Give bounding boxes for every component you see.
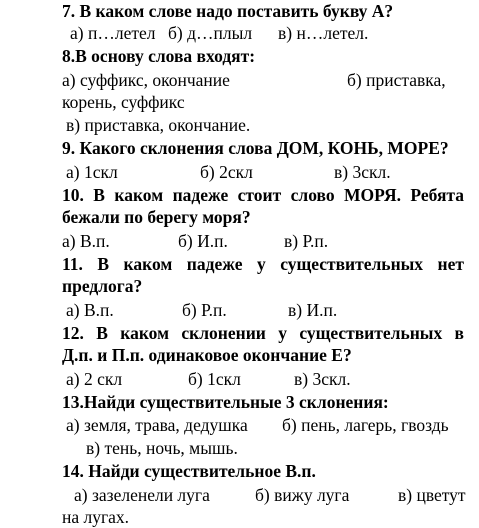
question-11-option-b: б) Р.п. (182, 300, 227, 320)
question-13-option-a: а) земля, трава, дедушка (66, 415, 248, 435)
question-13-option-c: в) тень, ночь, мышь. (86, 438, 238, 458)
question-10-title-line-2: бежали по берегу моря? (62, 207, 251, 227)
question-12-option-c: в) 3скл. (294, 369, 351, 389)
question-10-title-line-1: 10. В каком падеже стоит слово МОРЯ. Ребята (62, 185, 464, 205)
question-9-title: 9. Какого склонения слова ДОМ, КОНЬ, МОРЕ? (62, 138, 449, 158)
question-11-options (66, 299, 337, 321)
question-14-options-row (74, 484, 466, 506)
question-14-option-c-continued: на лугах. (62, 507, 130, 527)
question-9-option-b: б) 2скл (200, 162, 253, 182)
question-13-options-row (66, 414, 449, 436)
question-14-option-c: в) цветут (398, 485, 466, 505)
question-7-option-b: б) д…плыл (168, 23, 253, 43)
question-12-options (66, 368, 351, 390)
question-13-title: 13.Найди существительные 3 склонения: (62, 392, 389, 412)
question-12-option-b: б) 1скл (188, 369, 241, 389)
question-9-options (66, 161, 391, 183)
question-8-options-row (62, 69, 446, 91)
question-12-title-line-1: 12. В каком склонении у существительных в (62, 323, 464, 343)
question-8-option-b: б) приставка, (347, 70, 446, 90)
question-14-title: 14. Найди существительное В.п. (62, 461, 316, 481)
question-14-option-a: а) зазеленели луга (74, 485, 210, 505)
question-8-title: 8.В основу слова входят: (62, 46, 256, 66)
question-13-option-b: б) пень, лагерь, гвоздь (282, 415, 449, 435)
question-8-option-b-continued: корень, суффикс (62, 92, 185, 112)
question-11-title-line-2: предлога? (62, 276, 143, 296)
question-8-option-c: в) приставка, окончание. (66, 115, 251, 135)
question-14-option-b: б) вижу луга (255, 485, 350, 505)
question-10-option-c: в) Р.п. (284, 231, 329, 251)
question-8-option-a: а) суффикс, окончание (62, 70, 230, 90)
question-11-title-line-1: 11. В каком падеже у существительных нет (62, 254, 464, 274)
question-9-option-a: а) 1скл (66, 162, 118, 182)
question-12-option-a: а) 2 скл (66, 369, 123, 389)
question-11-option-c: в) И.п. (288, 300, 338, 320)
question-11-option-a: а) В.п. (66, 300, 114, 320)
question-7-option-a: а) п…летел (70, 23, 156, 43)
question-10-option-b: б) И.п. (178, 231, 228, 251)
question-7-option-c: в) н…летел. (278, 23, 369, 43)
question-7-title: 7. В каком слове надо поставить букву А? (62, 1, 394, 21)
question-9-option-c: в) 3скл. (334, 162, 391, 182)
question-12-title-line-2: Д.п. и П.п. одинаковое окончание Е? (62, 345, 352, 365)
question-10-option-a: а) В.п. (62, 231, 110, 251)
question-7-options (70, 22, 368, 44)
question-10-options (62, 230, 328, 252)
